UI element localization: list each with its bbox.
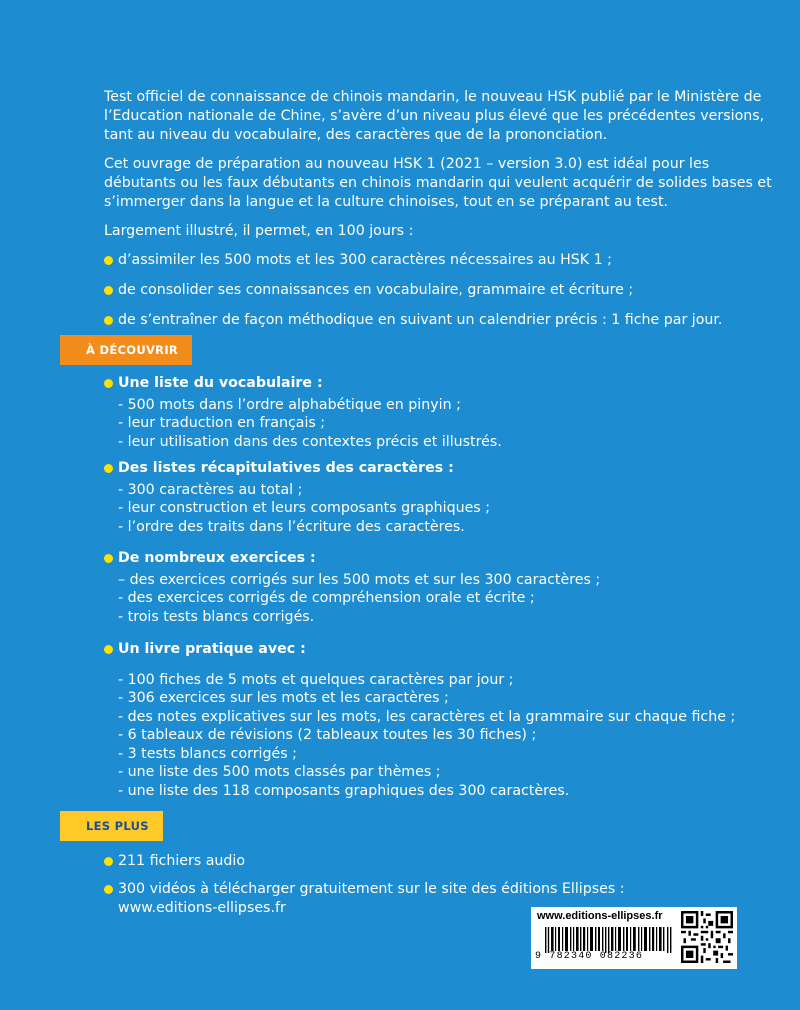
intro-paragraph-2: Cet ouvrage de préparation au nouveau HSK 1 (2021 – version 3.0) est idéal pour les débutants ou les faux débutants en chinois mandarin qui veulent acquérir de solides bases et s’immerger dans la langue et la culture chinoises, tout en se préparant au test.	[104, 156, 772, 210]
list-item: de s’entraîner de façon méthodique en suivant un calendrier précis : 1 fiche par jour.	[104, 311, 776, 330]
intro-paragraph-3: Largement illustré, il permet, en 100 jours :	[104, 223, 414, 239]
list-item: - 500 mots dans l’ordre alphabétique en pinyin ;	[118, 396, 461, 413]
list-item: – des exercices corrigés sur les 500 mots et sur les 300 caractères ;	[118, 571, 601, 588]
plus-audio-line	[104, 852, 724, 871]
list-item: - leur utilisation dans des contextes précis et illustrés.	[118, 433, 502, 450]
discover-tag: À DÉCOUVRIR	[60, 335, 192, 365]
section-practical-book	[104, 640, 764, 800]
list-item: - 306 exercices sur les mots et les caractères ;	[118, 690, 449, 706]
isbn-number: 9 782340 082236	[535, 951, 644, 962]
plus-video-text: 300 vidéos à télécharger gratuitement sur le site des éditions Ellipses :	[118, 881, 625, 897]
list-item: - des exercices corrigés de compréhension orale et écrite ;	[118, 590, 535, 606]
section-list	[104, 571, 764, 627]
section-title: Un livre pratique avec :	[104, 640, 764, 659]
plus-tag: LES PLUS	[60, 811, 163, 841]
list-item: de consolider ses connaissances en vocabulaire, grammaire et écriture ;	[104, 281, 776, 300]
list-item: - leur traduction en français ;	[118, 415, 326, 431]
section-list	[104, 396, 764, 452]
qr-code-icon	[681, 911, 733, 963]
intro-bullet-list	[104, 251, 776, 330]
bullet-dot-icon	[104, 464, 113, 473]
bullet-dot-icon	[104, 857, 113, 866]
list-item: - des notes explicatives sur les mots, les caractères et la grammaire sur chaque fiche ;	[118, 708, 736, 725]
bullet-dot-icon	[104, 256, 113, 265]
list-item: - 300 caractères au total ;	[118, 481, 303, 498]
plus-video-url[interactable]: www.editions-ellipses.fr	[118, 900, 286, 916]
section-title: Des listes récapitulatives des caractères :	[104, 459, 764, 478]
bullet-dot-icon	[104, 379, 113, 388]
section-title: Une liste du vocabulaire :	[104, 374, 764, 393]
intro-text	[104, 88, 776, 341]
list-item: d’assimiler les 500 mots et les 300 caractères nécessaires au HSK 1 ;	[104, 251, 776, 270]
intro-paragraph-1: Test officiel de connaissance de chinois mandarin, le nouveau HSK publié par le Ministère de l’Education nationale de Chine, s’avère d’un niveau plus élevé que les précédentes versions, tant au niveau du vocabulaire, des caractères que de la prononciation.	[104, 89, 765, 143]
bullet-dot-icon	[104, 645, 113, 654]
barcode-panel	[531, 907, 737, 969]
section-exercises	[104, 549, 764, 626]
bullet-dot-icon	[104, 554, 113, 563]
list-item: - 6 tableaux de révisions (2 tableaux toutes les 30 fiches) ;	[118, 727, 537, 743]
section-characters	[104, 459, 764, 536]
list-item: - 100 fiches de 5 mots et quelques caractères par jour ;	[118, 671, 514, 688]
list-item: - une liste des 500 mots classés par thèmes ;	[118, 764, 441, 780]
section-vocabulary	[104, 374, 764, 451]
list-item: - 3 tests blancs corrigés ;	[118, 745, 297, 762]
barcode-icon	[545, 927, 673, 953]
list-item: - leur construction et leurs composants graphiques ;	[118, 500, 490, 516]
section-list	[104, 671, 764, 801]
bullet-dot-icon	[104, 885, 113, 894]
section-title: De nombreux exercices :	[104, 549, 764, 568]
list-item: - l’ordre des traits dans l’écriture des caractères.	[118, 518, 465, 535]
barcode-url: www.editions-ellipses.fr	[537, 910, 663, 922]
list-item: - une liste des 118 composants graphiques des 300 caractères.	[118, 782, 570, 799]
list-item: - trois tests blancs corrigés.	[118, 608, 315, 625]
section-list	[104, 481, 764, 537]
plus-audio-text: 211 fichiers audio	[118, 853, 246, 869]
bullet-dot-icon	[104, 316, 113, 325]
bullet-dot-icon	[104, 286, 113, 295]
